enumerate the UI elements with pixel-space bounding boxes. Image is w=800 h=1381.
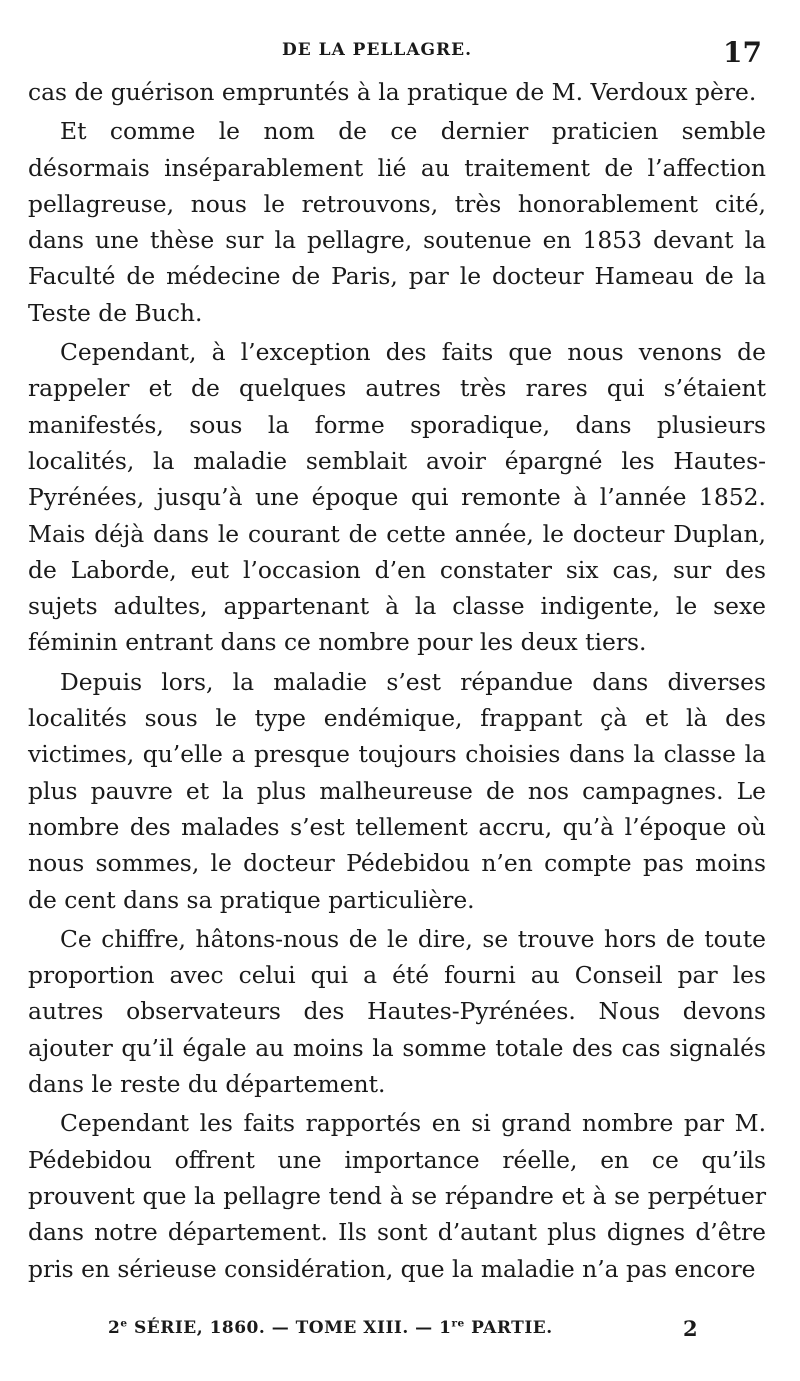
part-superscript: re xyxy=(451,1317,465,1330)
series-text: SÉRIE, 1860. — TOME XIII. — 1 xyxy=(127,1318,452,1338)
part-text: PARTIE. xyxy=(464,1318,553,1338)
series-signature xyxy=(108,1318,553,1338)
signature-number: 2 xyxy=(683,1316,698,1341)
running-head: DE LA PELLAGRE. xyxy=(282,40,473,60)
page-number: 17 xyxy=(723,36,762,69)
paragraph: Cependant, à l’exception des faits que nous venons de rappeler et de quelques autres très rares qui s’étaient manifestés, sous la forme sporadique, dans plusieurs localités, la maladie semblait avoir épargné les Hautes-Pyrénées, jusqu’à une époque qui remonte à l’année 1852. Mais déjà dans le courant de cette année, le docteur Duplan, de Laborde, eut l’occasion d’en constater six cas, sur des sujets adultes, appartenant à la classe indigente, le sexe féminin entrant dans ce nombre pour les deux tiers. xyxy=(28,338,766,657)
page-header xyxy=(0,34,800,74)
paragraph: cas de guérison empruntés à la pratique de M. Verdoux père. xyxy=(28,78,757,106)
series-prefix: 2 xyxy=(108,1318,121,1338)
paragraph: Depuis lors, la maladie s’est répandue dans diverses localités sous le type endémique, frappant çà et là des victimes, qu’elle a presque toujours choisies dans la classe la plus pauvre et la plus malheureuse de nos campagnes. Le nombre des malades s’est tellement accru, qu’à l’époque où nous sommes, le docteur Pédebidou n’en compte pas moins de cent dans sa pratique particulière. xyxy=(28,667,766,914)
body-text xyxy=(28,74,766,1287)
page-footer xyxy=(0,1318,800,1348)
paragraph: Cependant les faits rapportés en si grand nombre par M. Pédebidou offrent une importance réelle, en ce qu’ils prouvent que la pellagre tend à se répandre et à se perpétuer dans notre département. Ils sont d’autant plus dignes d’être pris en sérieuse considération, que la maladie n’a pas encore xyxy=(28,1109,766,1283)
series-superscript: e xyxy=(120,1317,128,1330)
paragraph: Ce chiffre, hâtons-nous de le dire, se trouve hors de toute proportion avec celui qui a été fourni au Conseil par les autres observateurs des Hautes-Pyrénées. Nous devons ajouter qu’il égale au moins la somme totale des cas signalés dans le reste du département. xyxy=(28,924,766,1099)
paragraph: Et comme le nom de ce dernier praticien semble désormais inséparablement lié au traitement de l’affection pellagreuse, nous le retrouvons, très honorablement cité, dans une thèse sur la pellagre, soutenue en 1853 devant la Faculté de médecine de Paris, par le docteur Hameau de la Teste de Buch. xyxy=(28,117,766,327)
